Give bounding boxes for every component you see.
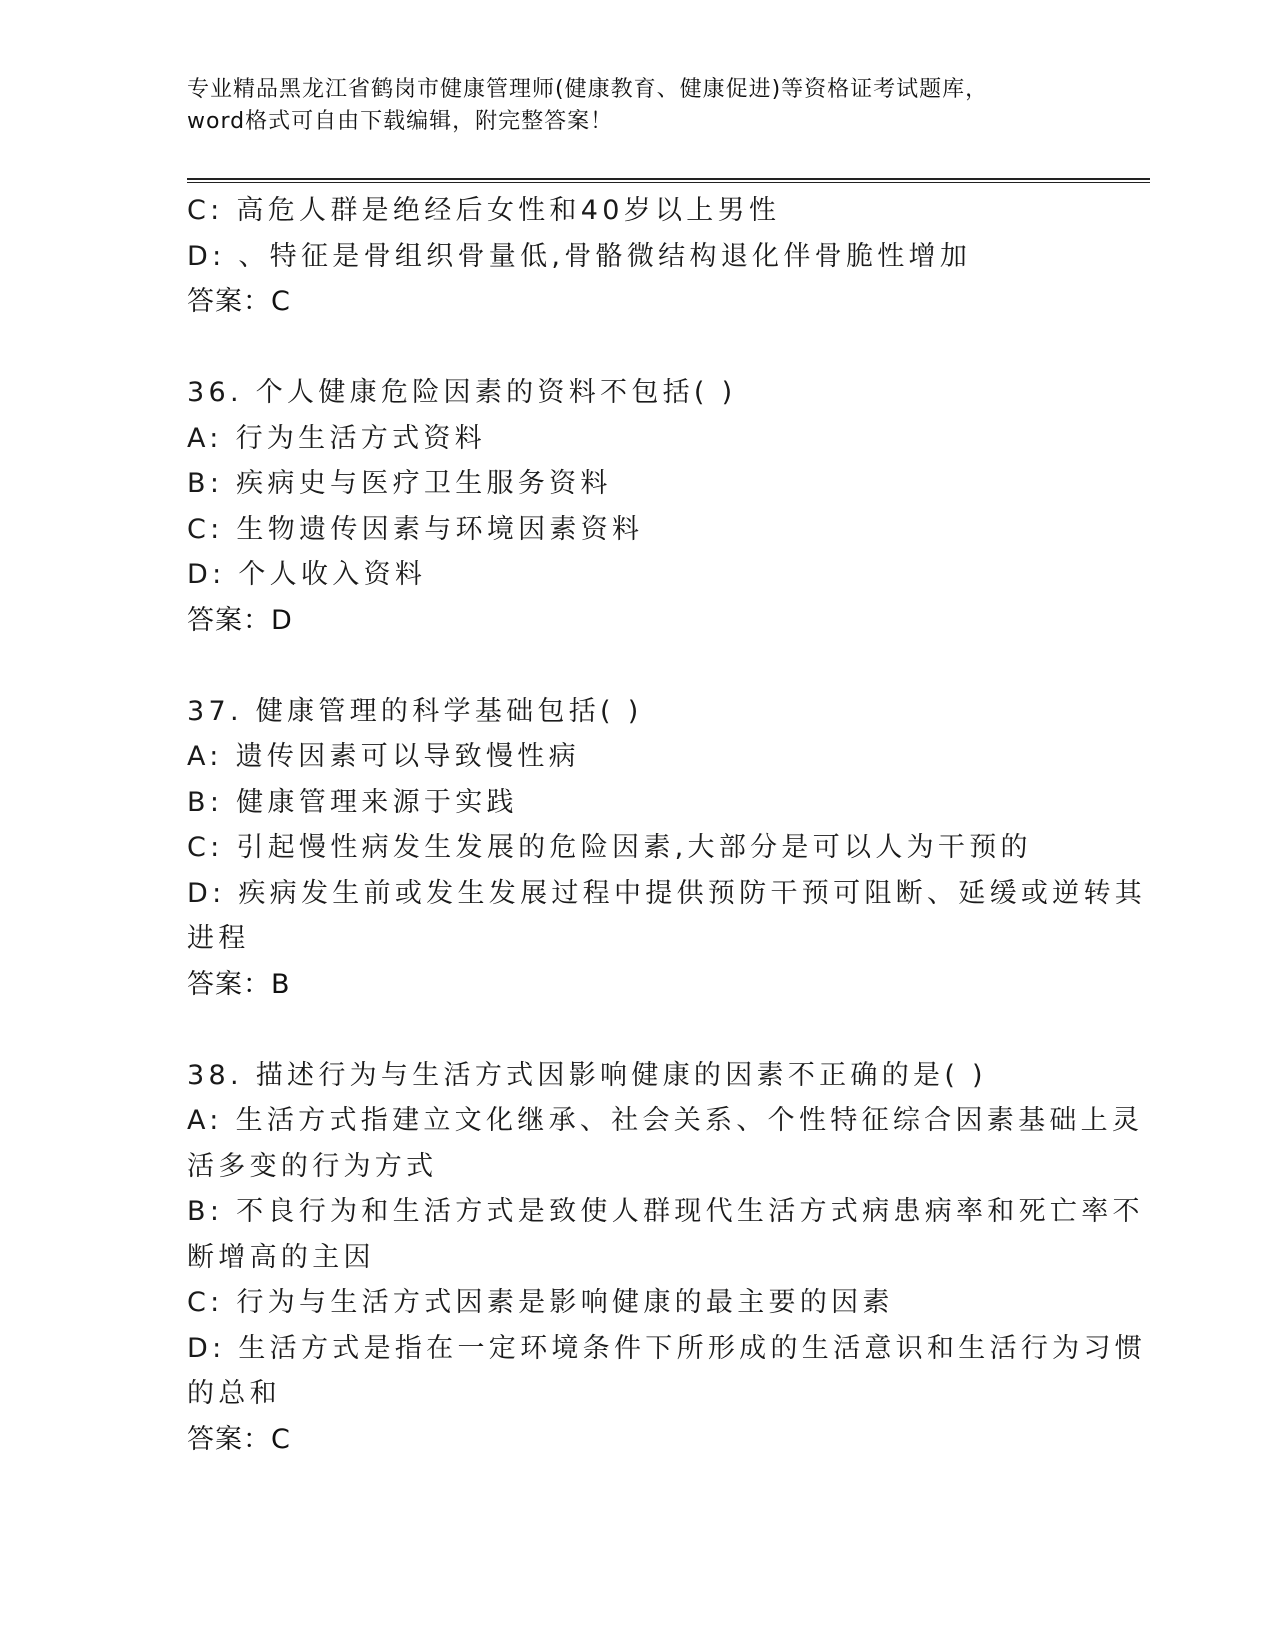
option-c: C: 生物遗传因素与环境因素资料	[187, 513, 644, 545]
answer: 答案：C	[187, 286, 291, 317]
option-c: C: 高危人群是绝经后女性和40岁以上男性	[187, 195, 781, 226]
question-stem: 38. 描述行为与生活方式因影响健康的因素不正确的是( )	[187, 1059, 987, 1091]
option-b: B: 疾病史与医疗卫生服务资料	[187, 468, 612, 499]
question-35-continued	[187, 188, 1067, 325]
answer: 答案：C	[187, 1423, 291, 1455]
question-stem: 37. 健康管理的科学基础包括( )	[187, 695, 643, 727]
spacer	[187, 1007, 1067, 1053]
option-c: C: 引起慢性病发生发展的危险因素,大部分是可以人为干预的	[187, 832, 1032, 863]
option-a-continued: 活多变的行为方式	[187, 1150, 438, 1182]
header-divider-top	[187, 178, 1150, 180]
option-a: A: 生活方式指建立文化继承、社会关系、个性特征综合因素基础上灵	[187, 1105, 1144, 1136]
option-d-continued: 进程	[187, 923, 250, 954]
option-c: C: 行为与生活方式因素是影响健康的最主要的因素	[187, 1287, 894, 1318]
option-d-continued: 的总和	[187, 1378, 281, 1409]
header-line-1: 专业精品黑龙江省鹤岗市健康管理师(健康教育、健康促进)等资格证考试题库，	[187, 77, 989, 102]
option-b: B: 健康管理来源于实践	[187, 786, 518, 818]
option-a: A: 行为生活方式资料	[187, 422, 486, 454]
document-header	[187, 74, 1087, 138]
question-37	[187, 689, 1147, 1008]
option-d: D: 个人收入资料	[187, 559, 427, 590]
question-stem: 36. 个人健康危险因素的资料不包括( )	[187, 377, 737, 408]
option-d: D: 生活方式是指在一定环境条件下所形成的生活意识和生活行为习惯	[187, 1332, 1147, 1364]
option-b: B: 不良行为和生活方式是致使人群现代生活方式病患病率和死亡率不	[187, 1196, 1144, 1227]
option-d: D: 、特征是骨组织骨量低,骨骼微结构退化伴骨脆性增加	[187, 240, 972, 272]
answer: 答案：B	[187, 968, 291, 1000]
header-divider-bottom	[187, 182, 1150, 183]
option-a: A: 遗传因素可以导致慢性病	[187, 741, 580, 772]
question-36	[187, 370, 1067, 643]
answer: 答案：D	[187, 604, 293, 636]
option-b-continued: 断增高的主因	[187, 1241, 375, 1273]
question-list	[187, 188, 1147, 1462]
header-line-2: word格式可自由下载编辑，附完整答案！	[187, 109, 614, 134]
question-38	[187, 1053, 1147, 1463]
spacer	[187, 325, 1067, 371]
option-d: D: 疾病发生前或发生发展过程中提供预防干预可阻断、延缓或逆转其	[187, 877, 1147, 909]
spacer	[187, 643, 1067, 689]
